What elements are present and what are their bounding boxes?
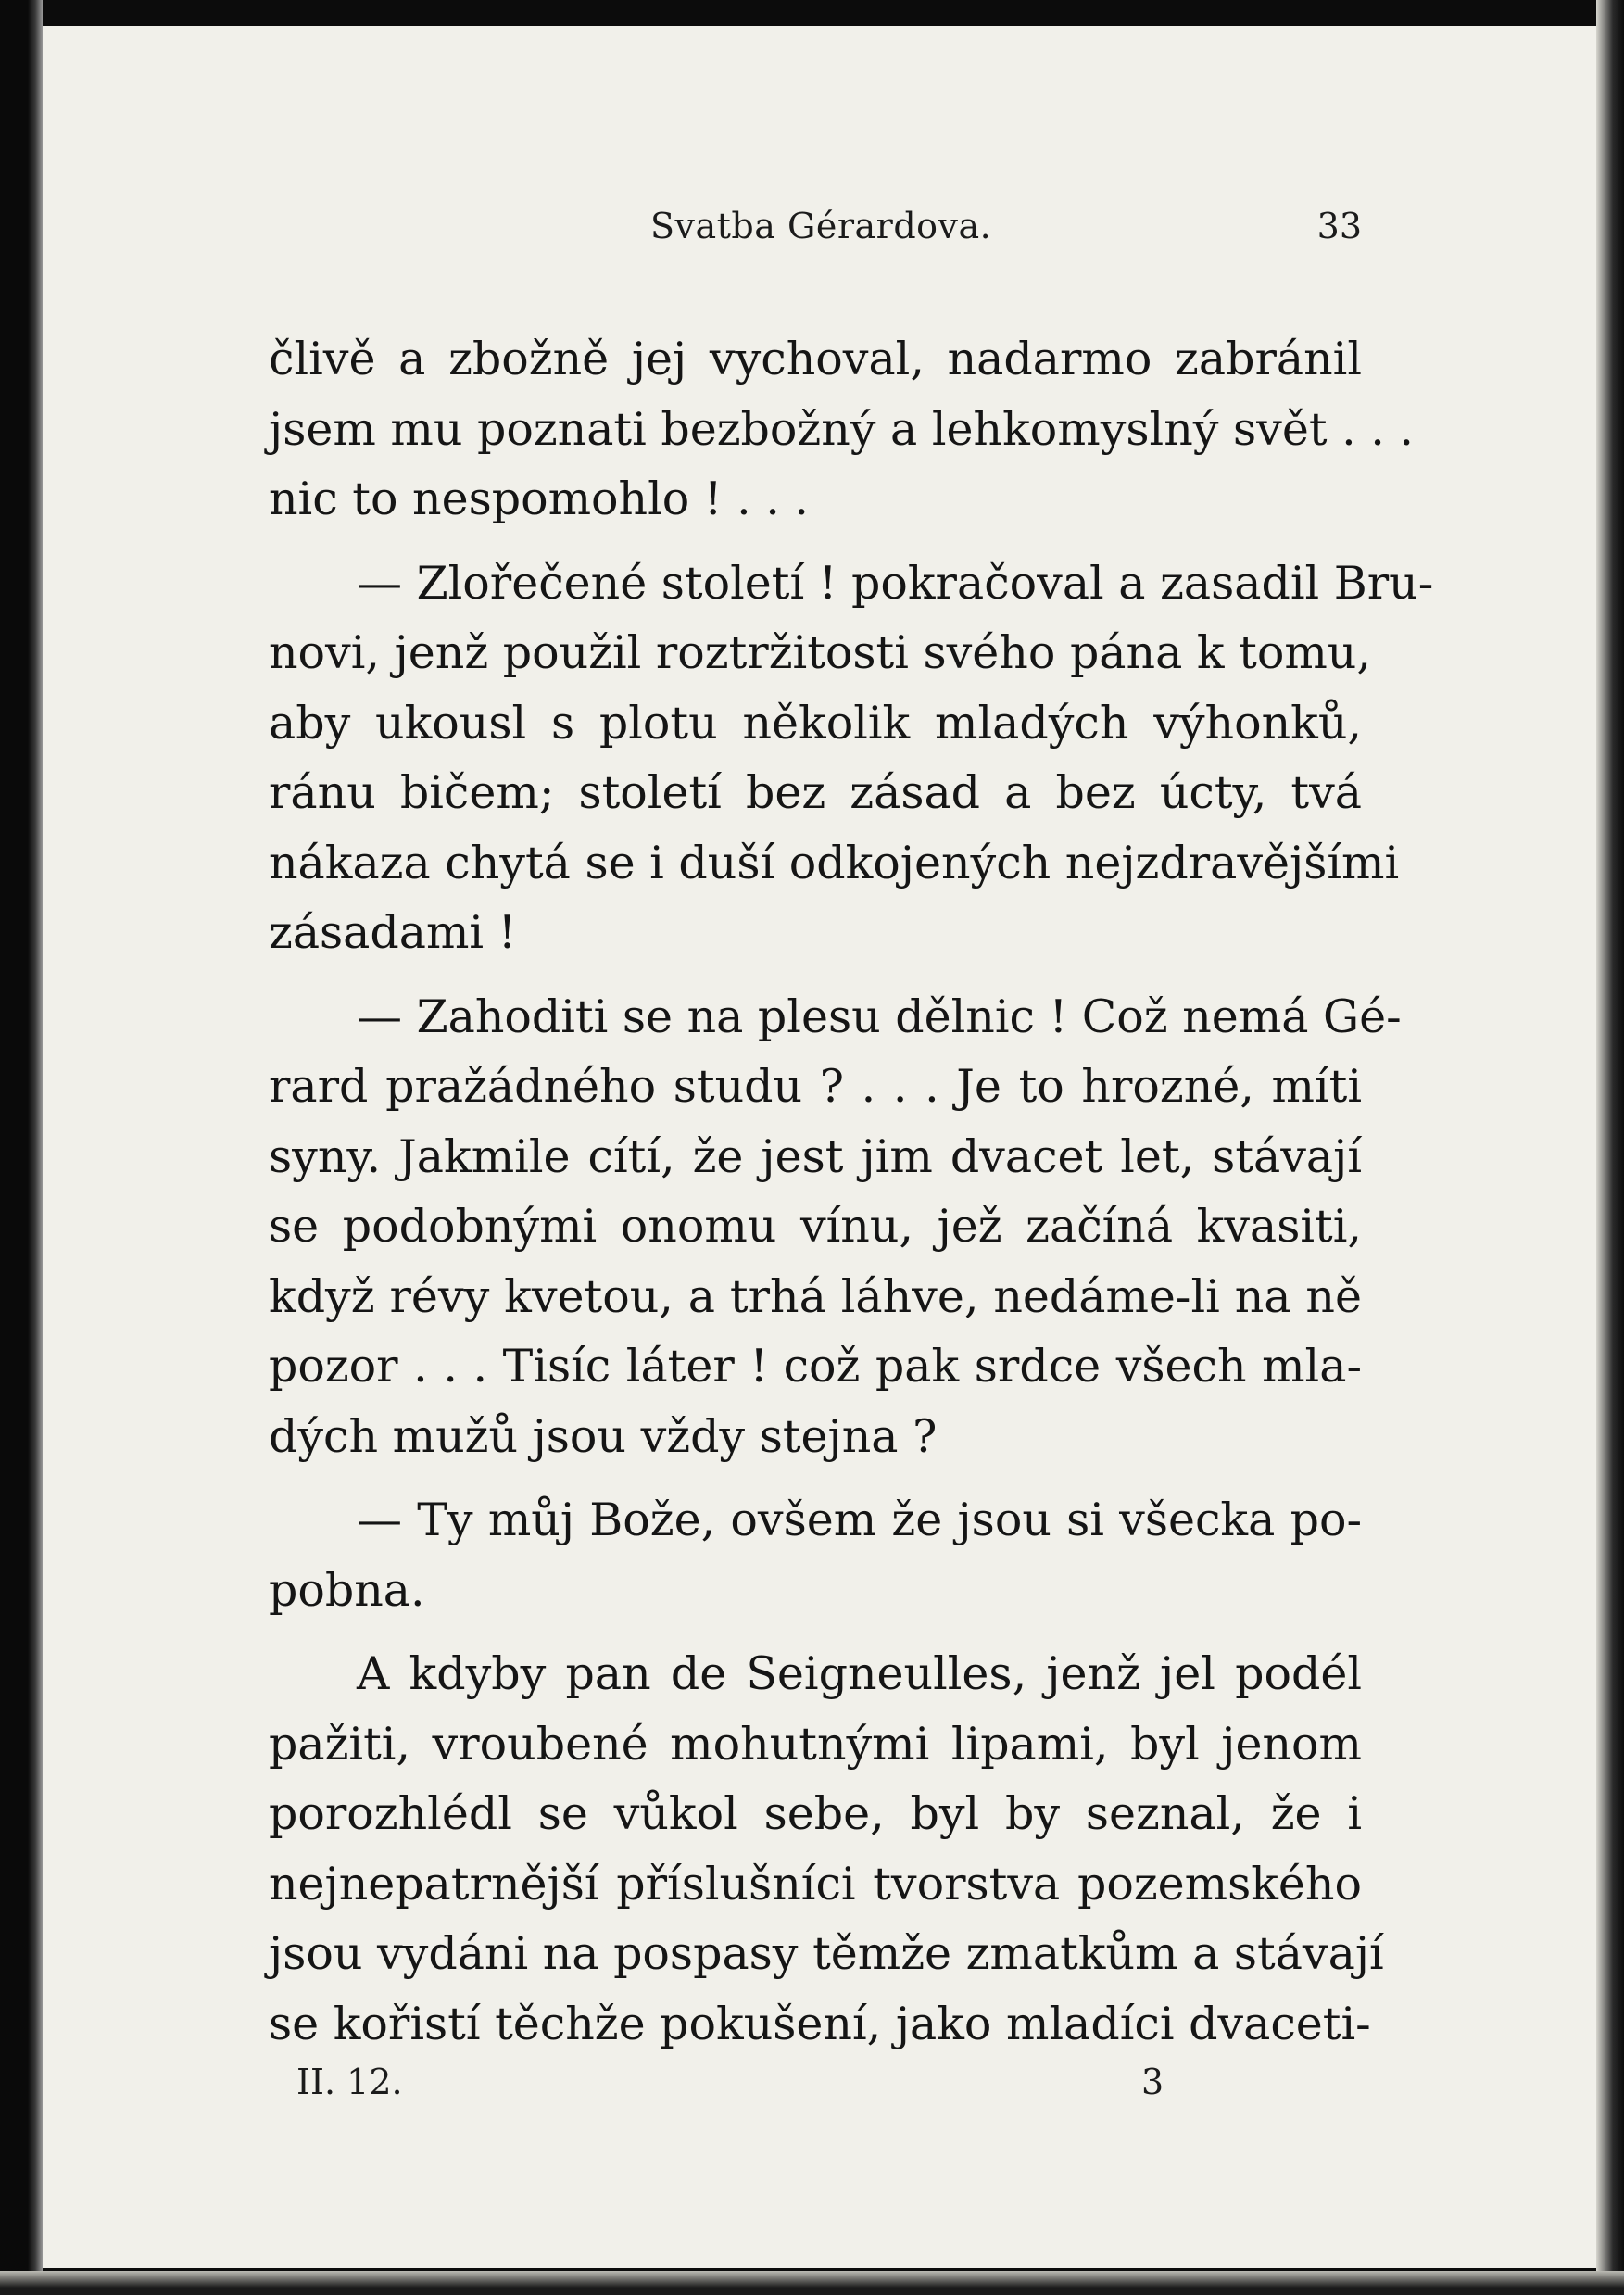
text-line: ránu bičem; století bez zásad a bez úcty, tvá — [269, 766, 1362, 819]
text-line: jsem mu poznati bezbožný a lehkomyslný svět . . . — [269, 402, 1415, 456]
page-edge-shadow — [1596, 0, 1624, 2295]
text-line: — Ty můj Bože, ovšem že jsou si všecka po- — [357, 1494, 1362, 1546]
page-header — [269, 206, 1362, 252]
text-line: A kdyby pan de Seigneulles, jenž jel podél — [357, 1647, 1362, 1700]
page-number: 33 — [1316, 206, 1362, 246]
text-line: se kořistí těchže pokušení, jako mladíci dvaceti- — [269, 1997, 1371, 2050]
text-line: se podobnými onomu vínu, jež začíná kvasiti, — [269, 1200, 1362, 1253]
text-line: jsou vydáni na pospasy těmže zmatkům a stávají — [269, 1927, 1384, 1980]
printer-signature: II. 12. — [296, 2062, 403, 2102]
text-line: rard pražádného studu ? . . . Je to hrozné, míti — [269, 1060, 1362, 1113]
text-line: nic to nespomohlo ! . . . — [269, 473, 809, 525]
text-line: když révy kvetou, a trhá láhve, nedáme-li na ně — [269, 1269, 1362, 1323]
page-bottom-shadow — [0, 2271, 1624, 2295]
text-line: novi, jenž použil roztržitosti svého pána k tomu, — [269, 626, 1371, 679]
text-line: pobna. — [269, 1563, 425, 1617]
text-line: člivě a zbožně jej vychoval, nadarmo zabránil — [269, 333, 1362, 385]
text-line: pažiti, vroubené mohutnými lipami, byl jenom — [269, 1717, 1362, 1771]
running-title: Svatba Gérardova. — [650, 206, 992, 246]
text-line: dých mužů jsou vždy stejna ? — [269, 1409, 938, 1463]
text-line: nákaza chytá se i duší odkojených nejzdravějšími — [269, 836, 1400, 889]
text-line: syny. Jakmile cítí, že jest jim dvacet let, stávají — [269, 1129, 1362, 1183]
text-line: pozor . . . Tisíc láter ! což pak srdce všech mla- — [269, 1340, 1362, 1393]
text-line: — Zahoditi se na plesu dělnic ! Což nemá Gé- — [357, 990, 1402, 1043]
text-line: nejnepatrnější příslušníci tvorstva pozemského — [269, 1857, 1362, 1910]
text-line: zásadami ! — [269, 906, 517, 959]
sheet-number: 3 — [1141, 2062, 1164, 2102]
text-line: aby ukousl s plotu několik mladých výhonků, — [269, 696, 1362, 750]
page-footer — [269, 2062, 1362, 2108]
text-line: — Zlořečené století ! pokračoval a zasadil Bru- — [357, 556, 1434, 610]
body-text — [269, 324, 1434, 2059]
text-line: porozhlédl se vůkol sebe, byl by seznal, že i — [269, 1787, 1362, 1840]
binding-gutter — [0, 0, 43, 2295]
